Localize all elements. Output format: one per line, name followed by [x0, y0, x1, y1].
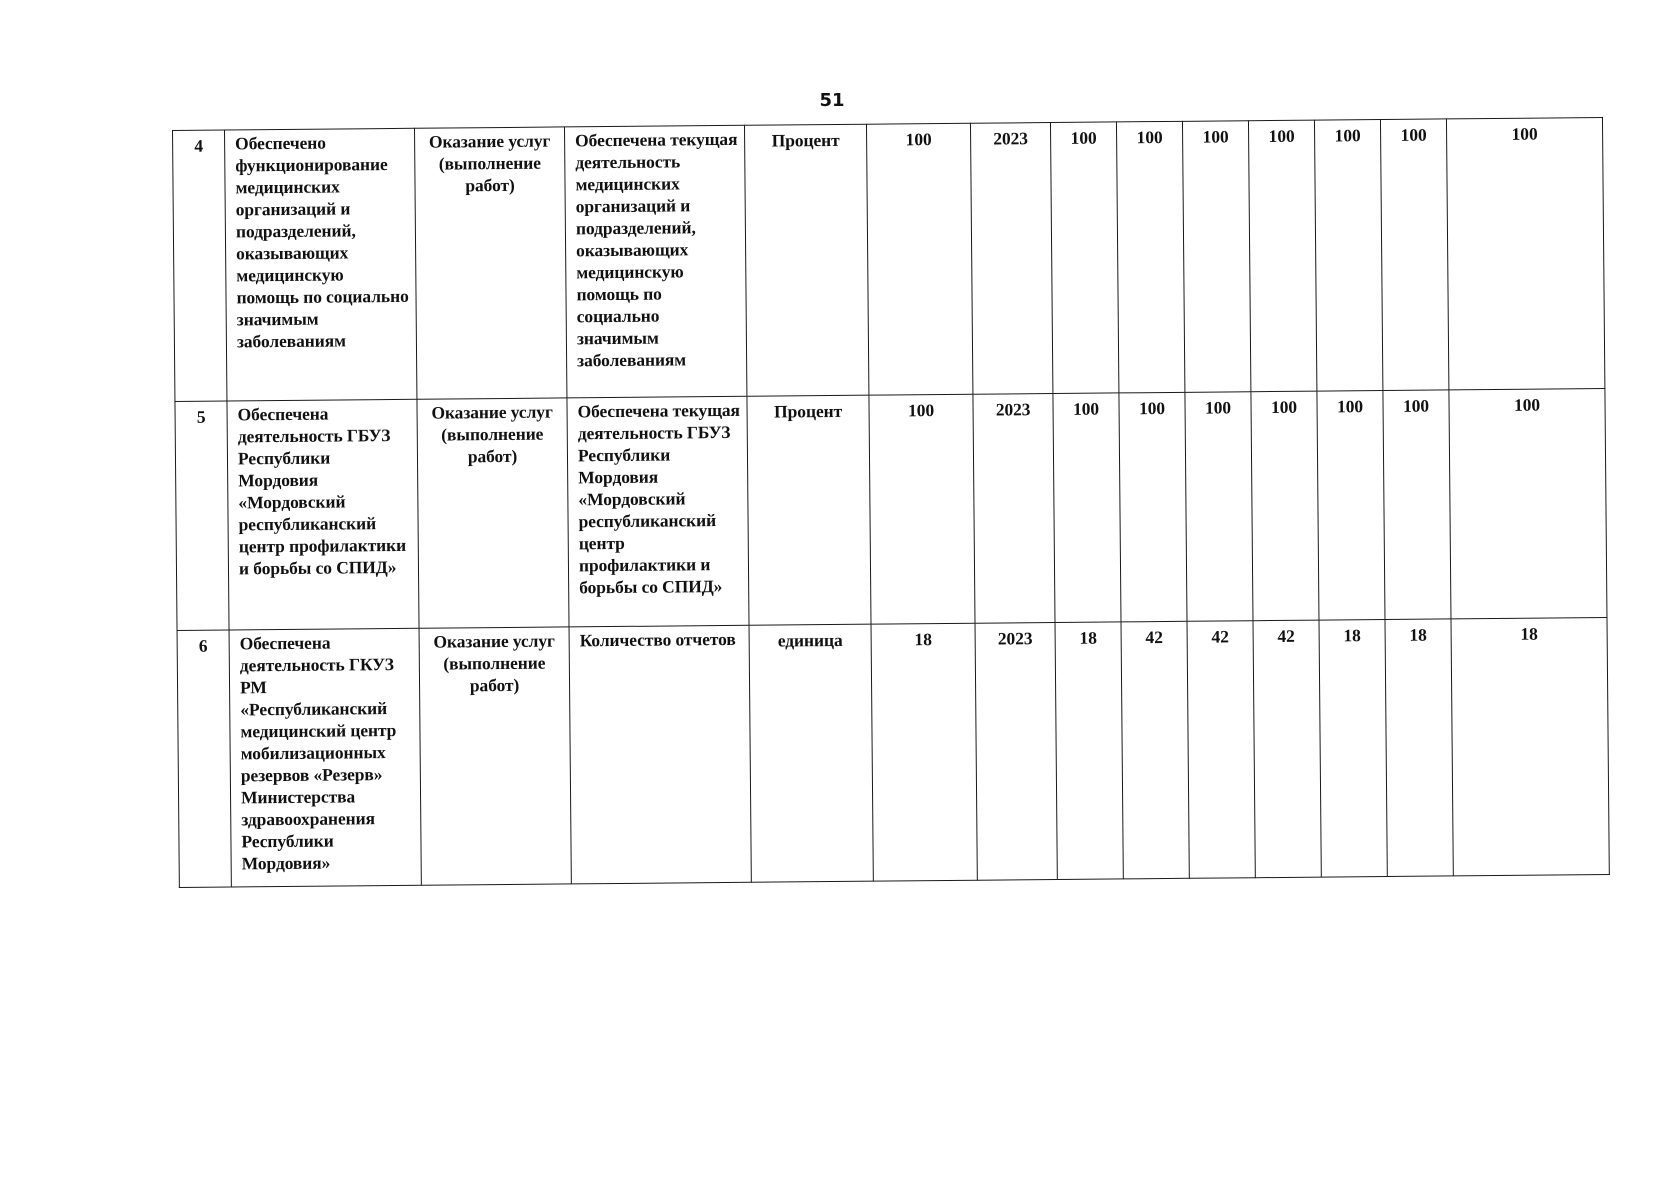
year-value: 100	[1380, 119, 1448, 391]
year-value: 18	[1319, 620, 1387, 878]
year-value: 100	[1314, 120, 1382, 392]
year-value: 100	[1116, 121, 1184, 393]
year-value: 100	[1119, 392, 1187, 622]
year-value: 100	[1317, 391, 1385, 621]
row-number: 6	[177, 630, 231, 887]
result-name: Обеспечено функционирование медицинских организаций и подразделений, оказывающих медицинскую помощь по социально значимым заболеваниям	[225, 128, 417, 401]
base-value: 100	[866, 123, 972, 395]
page-number: 51	[819, 90, 845, 111]
unit-of-measure: единица	[749, 624, 873, 882]
year-value: 100	[1248, 120, 1316, 392]
year-value: 100	[1182, 121, 1250, 393]
row-number: 5	[175, 401, 229, 630]
unit-of-measure: Процент	[744, 124, 868, 396]
unit-of-measure: Процент	[747, 395, 871, 625]
year-value: 42	[1253, 620, 1321, 878]
year-value: 18	[1055, 622, 1123, 880]
result-characteristic: Обеспечена текущая деятельность медицинских организаций и подразделений, оказывающих медицинскую помощь по социально значимым заболеваниям	[564, 125, 746, 398]
result-name: Обеспечена деятельность ГБУЗ Республики Мордовия «Мордовский республиканский центр профилактики и борьбы со СПИД»	[227, 399, 419, 630]
base-year: 2023	[973, 394, 1055, 624]
year-value: 100	[1050, 122, 1118, 394]
result-type: Оказание услуг (выполнение работ)	[417, 398, 569, 628]
year-value: 100	[1383, 390, 1451, 620]
base-year: 2023	[975, 623, 1057, 881]
year-value: 42	[1187, 621, 1255, 879]
year-value: 18	[1385, 619, 1453, 877]
year-value: 42	[1121, 621, 1189, 879]
result-type: Оказание услуг (выполнение работ)	[419, 627, 571, 885]
result-type: Оказание услуг (выполнение работ)	[414, 127, 566, 399]
table-row	[175, 389, 1607, 631]
year-value: 100	[1185, 392, 1253, 622]
results-table-wrapper	[172, 117, 1609, 888]
year-value: 100	[1251, 391, 1319, 621]
result-characteristic: Количество отчетов	[569, 625, 751, 884]
result-characteristic: Обеспечена текущая деятельность ГБУЗ Республики Мордовия «Мордовский республиканский центр профилактики и борьбы со СПИД»	[567, 396, 749, 627]
year-value: 100	[1446, 118, 1604, 390]
result-name: Обеспечена деятельность ГКУЗ РМ «Республиканский медицинский центр мобилизационных резервов «Резерв» Министерства здравоохранения Республики Мордовия»	[229, 628, 421, 887]
year-value: 18	[1451, 617, 1609, 875]
table-row	[173, 118, 1605, 402]
base-year: 2023	[970, 123, 1052, 395]
row-number: 4	[173, 130, 227, 401]
year-value: 100	[1449, 389, 1607, 619]
results-table	[172, 117, 1610, 888]
base-value: 18	[871, 623, 977, 881]
table-row	[177, 617, 1609, 887]
base-value: 100	[869, 394, 975, 624]
year-value: 100	[1053, 393, 1121, 623]
